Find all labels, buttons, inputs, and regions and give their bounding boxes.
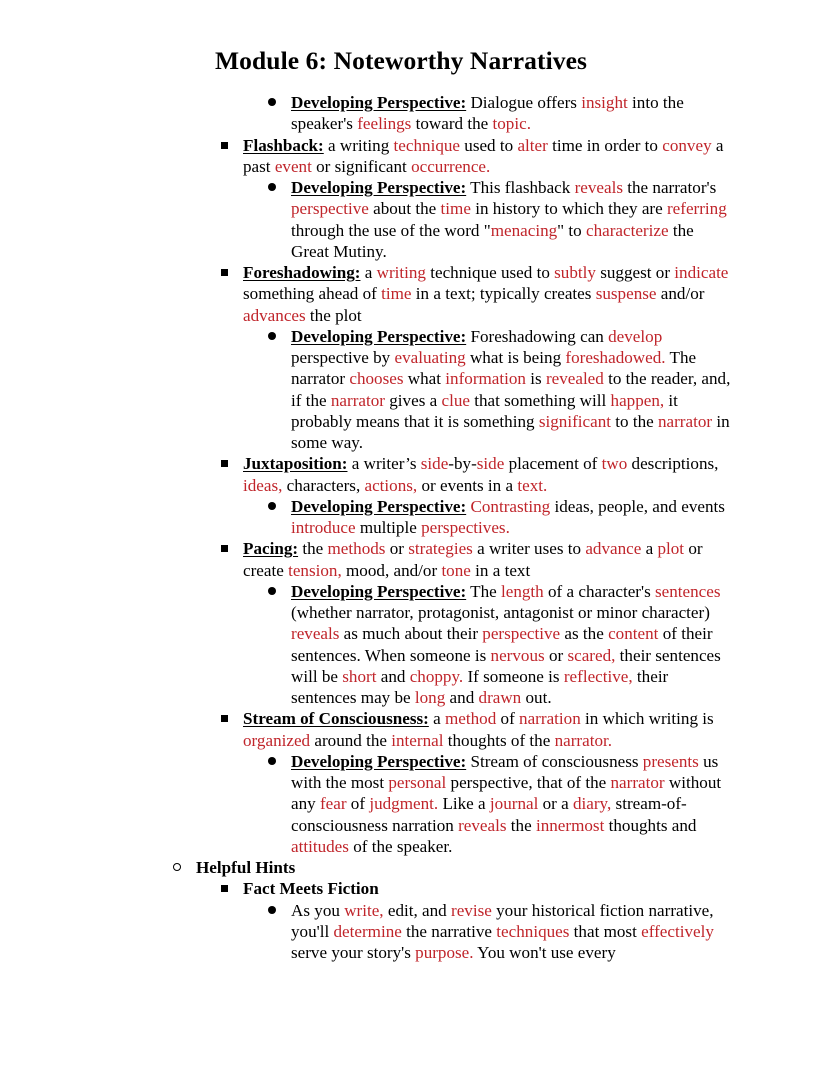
- body-text: out.: [521, 688, 552, 707]
- body-text: their sentences may be: [291, 666, 669, 707]
- body-text: -by-: [448, 454, 477, 474]
- outline-item-stream-of-consciousness: [0, 708, 828, 751]
- highlighted-text: reflective,: [563, 666, 633, 686]
- body-text: or events in a: [417, 475, 518, 495]
- body-text: a writer’s: [347, 454, 421, 474]
- body-text: into the speaker's: [291, 93, 684, 134]
- body-text: descriptions,: [627, 454, 719, 474]
- highlighted-text: methods: [327, 539, 386, 559]
- body-text: a past: [243, 135, 724, 176]
- highlighted-text: long: [414, 688, 446, 707]
- highlighted-text: topic.: [492, 114, 531, 134]
- highlighted-text: presents: [642, 751, 699, 771]
- body-text: (whether narrator, protagonist, antagonist or minor character): [291, 603, 710, 622]
- circle-hollow-bullet-icon: [173, 863, 181, 871]
- highlighted-text: perspective: [291, 199, 369, 219]
- disc-bullet-icon: [268, 757, 276, 765]
- disc-bullet-icon: [268, 502, 276, 510]
- highlighted-text: clue: [441, 390, 470, 410]
- highlighted-text: narrator: [657, 411, 713, 431]
- outline-term-label: Foreshadowing:: [243, 263, 361, 282]
- highlighted-text: menacing: [490, 220, 558, 240]
- body-text: or: [544, 645, 568, 665]
- highlighted-text: judgment.: [369, 794, 439, 814]
- body-text: technique used to: [425, 263, 555, 282]
- body-text: serve your story's: [291, 943, 416, 962]
- body-text: mood, and/or: [341, 560, 442, 580]
- body-text: placement of: [504, 454, 602, 474]
- square-bullet-icon: [221, 885, 228, 892]
- body-text: in some way.: [291, 411, 730, 452]
- body-text: or significant: [311, 156, 412, 176]
- body-text: that something will: [469, 390, 611, 410]
- body-text: or: [385, 539, 409, 559]
- highlighted-text: occurrence.: [411, 156, 491, 176]
- body-text: perspective by: [291, 348, 395, 367]
- outline-item-helpful-hints: [0, 857, 828, 878]
- highlighted-text: revealed: [545, 369, 604, 389]
- body-text: a writer uses to: [472, 539, 586, 559]
- outline-term-label: Fact Meets Fiction: [243, 879, 379, 899]
- highlighted-text: subtly: [554, 263, 596, 282]
- highlighted-text: strategies: [408, 539, 473, 559]
- highlighted-text: journal: [489, 794, 539, 814]
- body-text: The: [466, 581, 501, 601]
- highlighted-text: technique: [393, 135, 460, 155]
- highlighted-text: reveals: [574, 178, 623, 197]
- highlighted-text: purpose.: [415, 943, 474, 962]
- highlighted-text: tone: [441, 560, 471, 580]
- body-text: characters,: [282, 475, 365, 495]
- body-text: multiple: [355, 518, 422, 537]
- highlighted-text: write,: [344, 900, 384, 920]
- highlighted-text: perspective: [482, 624, 561, 644]
- highlighted-text: reveals: [458, 815, 507, 835]
- outline-term-label: Developing Perspective:: [291, 496, 467, 516]
- highlighted-text: short: [342, 666, 377, 686]
- outline-item-juxtaposition: [0, 453, 828, 496]
- disc-bullet-icon: [268, 183, 276, 191]
- body-text: the Great Mutiny.: [291, 220, 694, 261]
- outline-term-label: Pacing:: [243, 539, 299, 559]
- highlighted-text: plot: [657, 539, 685, 559]
- body-text: As you: [291, 900, 345, 920]
- highlighted-text: two: [601, 454, 628, 474]
- body-text: of a character's: [543, 581, 656, 601]
- highlighted-text: effectively: [641, 921, 714, 941]
- body-text: used to: [460, 135, 518, 155]
- body-text: around the: [310, 730, 392, 750]
- highlighted-text: indicate: [674, 263, 729, 282]
- body-text: The narrator: [291, 348, 697, 389]
- square-bullet-icon: [221, 545, 228, 552]
- body-text: or a: [538, 794, 573, 814]
- highlighted-text: suspense: [595, 284, 657, 304]
- highlighted-text: characterize: [586, 220, 669, 240]
- body-text: to the reader, and, if the: [291, 369, 731, 410]
- body-text: the narrator's: [622, 178, 717, 197]
- outline-list: [0, 92, 828, 963]
- body-text: You won't use every: [473, 943, 616, 962]
- body-text: thoughts and: [604, 815, 697, 835]
- outline-item-dp-foreshadowing: [0, 326, 828, 454]
- highlighted-text: choppy.: [409, 666, 464, 686]
- highlighted-text: narrator: [610, 773, 665, 792]
- outline-item-fmf-body: [0, 900, 828, 964]
- square-bullet-icon: [221, 269, 228, 276]
- outline-term-label: Flashback:: [243, 135, 324, 155]
- body-text: what: [403, 369, 446, 389]
- highlighted-text: Contrasting: [470, 496, 551, 516]
- outline-term-label: Developing Perspective:: [291, 326, 467, 346]
- highlighted-text: develop: [608, 326, 663, 346]
- outline-item-dp-dialogue: [0, 92, 828, 135]
- body-text: toward the: [411, 114, 493, 134]
- body-text: a: [360, 263, 377, 282]
- body-text: and/or: [656, 284, 705, 304]
- body-text: and: [376, 666, 410, 686]
- highlighted-text: happen,: [610, 390, 665, 410]
- disc-bullet-icon: [268, 906, 276, 914]
- body-text: of: [346, 794, 370, 814]
- outline-term-label: Developing Perspective:: [291, 93, 467, 112]
- highlighted-text: time: [440, 199, 471, 219]
- body-text: a: [428, 709, 445, 729]
- outline-item-dp-flashback: [0, 177, 828, 262]
- body-text: as much about their: [339, 624, 483, 644]
- body-text: the plot: [305, 305, 362, 325]
- disc-bullet-icon: [268, 98, 276, 106]
- body-text: edit, and: [383, 900, 452, 920]
- square-bullet-icon: [221, 460, 228, 467]
- highlighted-text: feelings: [357, 114, 412, 134]
- body-text: in a text; typically creates: [411, 284, 596, 304]
- body-text: in a text: [470, 560, 531, 580]
- body-text: of: [496, 709, 520, 729]
- page-title: Module 6: Noteworthy Narratives: [215, 46, 588, 75]
- body-text: This flashback: [466, 178, 575, 197]
- body-text: " to: [557, 220, 586, 240]
- highlighted-text: time: [381, 284, 412, 304]
- highlighted-text: side: [420, 454, 449, 474]
- body-text: what is being: [465, 348, 566, 367]
- highlighted-text: nervous: [490, 645, 545, 665]
- highlighted-text: method: [444, 709, 497, 729]
- highlighted-text: referring: [666, 199, 727, 219]
- highlighted-text: side: [476, 454, 505, 474]
- outline-term-label: Developing Perspective:: [291, 581, 467, 601]
- body-text: thoughts of the: [443, 730, 555, 750]
- square-bullet-icon: [221, 142, 228, 149]
- highlighted-text: determine: [333, 921, 402, 941]
- body-text: time in order to: [547, 135, 663, 155]
- body-text: as the: [560, 624, 609, 644]
- body-text: it probably means that it is something: [291, 390, 678, 431]
- highlighted-text: narrator.: [554, 730, 613, 750]
- body-text: Foreshadowing can: [466, 326, 609, 346]
- outline-item-foreshadowing: [0, 262, 828, 326]
- highlighted-text: attitudes: [291, 836, 349, 856]
- highlighted-text: reveals: [291, 624, 340, 644]
- outline-item-dp-pacing: [0, 581, 828, 709]
- highlighted-text: techniques: [496, 921, 570, 941]
- highlighted-text: evaluating: [394, 348, 466, 367]
- highlighted-text: diary,: [572, 794, 612, 814]
- highlighted-text: length: [501, 581, 544, 601]
- highlighted-text: fear: [319, 794, 347, 814]
- highlighted-text: information: [445, 369, 526, 389]
- body-text: the: [506, 815, 536, 835]
- outline-item-dp-juxtaposition: [0, 496, 828, 539]
- highlighted-text: foreshadowed.: [565, 348, 666, 367]
- highlighted-text: event: [274, 156, 312, 176]
- highlighted-text: revise: [451, 900, 492, 920]
- highlighted-text: drawn: [478, 688, 522, 707]
- outline-term-label: Stream of Consciousness:: [243, 709, 429, 729]
- outline-item-fact-meets-fiction: [0, 878, 828, 899]
- body-text: Dialogue offers: [466, 93, 582, 112]
- outline-term-label: Developing Perspective:: [291, 751, 467, 771]
- body-text: is: [525, 369, 546, 389]
- body-text: perspective, that of the: [446, 773, 611, 792]
- highlighted-text: significant: [538, 411, 611, 431]
- body-text: to the: [610, 411, 658, 431]
- outline-item-flashback: [0, 135, 828, 178]
- body-text: gives a: [384, 390, 442, 410]
- highlighted-text: advance: [585, 539, 642, 559]
- disc-bullet-icon: [268, 332, 276, 340]
- body-text: the narrative: [401, 921, 497, 941]
- body-text: suggest or: [595, 263, 675, 282]
- body-text: ideas, people, and events: [550, 496, 725, 516]
- highlighted-text: text.: [517, 475, 548, 495]
- highlighted-text: introduce: [291, 518, 356, 537]
- outline-term-label: Juxtaposition:: [243, 454, 348, 474]
- highlighted-text: narrator: [330, 390, 385, 410]
- body-text: the: [298, 539, 328, 559]
- highlighted-text: ideas,: [243, 475, 283, 495]
- body-text: their sentences will be: [291, 645, 721, 686]
- highlighted-text: convey: [662, 135, 712, 155]
- highlighted-text: actions,: [364, 475, 418, 495]
- body-text: stream-of-consciousness narration: [291, 794, 687, 835]
- body-text: a: [641, 539, 658, 559]
- highlighted-text: organized: [243, 730, 311, 750]
- body-text: your historical fiction narrative, you'll: [291, 900, 714, 941]
- body-text: Like a: [438, 794, 490, 814]
- body-text: in history to which they are: [470, 199, 667, 219]
- body-text: without any: [291, 773, 722, 814]
- body-text: in which writing is: [580, 709, 714, 729]
- highlighted-text: sentences: [655, 581, 721, 601]
- highlighted-text: tension,: [288, 560, 342, 580]
- highlighted-text: scared,: [567, 645, 616, 665]
- body-text: of the speaker.: [348, 836, 453, 856]
- body-text: of their sentences. When someone is: [291, 624, 713, 665]
- outline-item-dp-stream: [0, 751, 828, 857]
- highlighted-text: chooses: [349, 369, 404, 389]
- body-text: about the: [368, 199, 441, 219]
- highlighted-text: alter: [517, 135, 548, 155]
- highlighted-text: insight: [581, 93, 628, 112]
- highlighted-text: perspectives.: [421, 518, 510, 537]
- outline-item-pacing: [0, 538, 828, 581]
- highlighted-text: narration: [519, 709, 581, 729]
- highlighted-text: personal: [388, 773, 447, 792]
- highlighted-text: internal: [391, 730, 444, 750]
- body-text: or create: [243, 539, 703, 580]
- highlighted-text: content: [608, 624, 659, 644]
- body-text: If someone is: [463, 666, 564, 686]
- body-text: us with the most: [291, 751, 719, 792]
- body-text: that most: [569, 921, 642, 941]
- body-text: and: [445, 688, 479, 707]
- square-bullet-icon: [221, 715, 228, 722]
- disc-bullet-icon: [268, 587, 276, 595]
- body-text: a writing: [323, 135, 394, 155]
- outline-term-label: Developing Perspective:: [291, 178, 467, 197]
- body-text: something ahead of: [243, 284, 382, 304]
- highlighted-text: advances: [243, 305, 306, 325]
- outline-term-label: Helpful Hints: [196, 858, 296, 877]
- body-text: Stream of consciousness: [466, 751, 643, 771]
- highlighted-text: innermost: [535, 815, 605, 835]
- body-text: through the use of the word ": [291, 220, 491, 240]
- highlighted-text: writing: [376, 263, 426, 282]
